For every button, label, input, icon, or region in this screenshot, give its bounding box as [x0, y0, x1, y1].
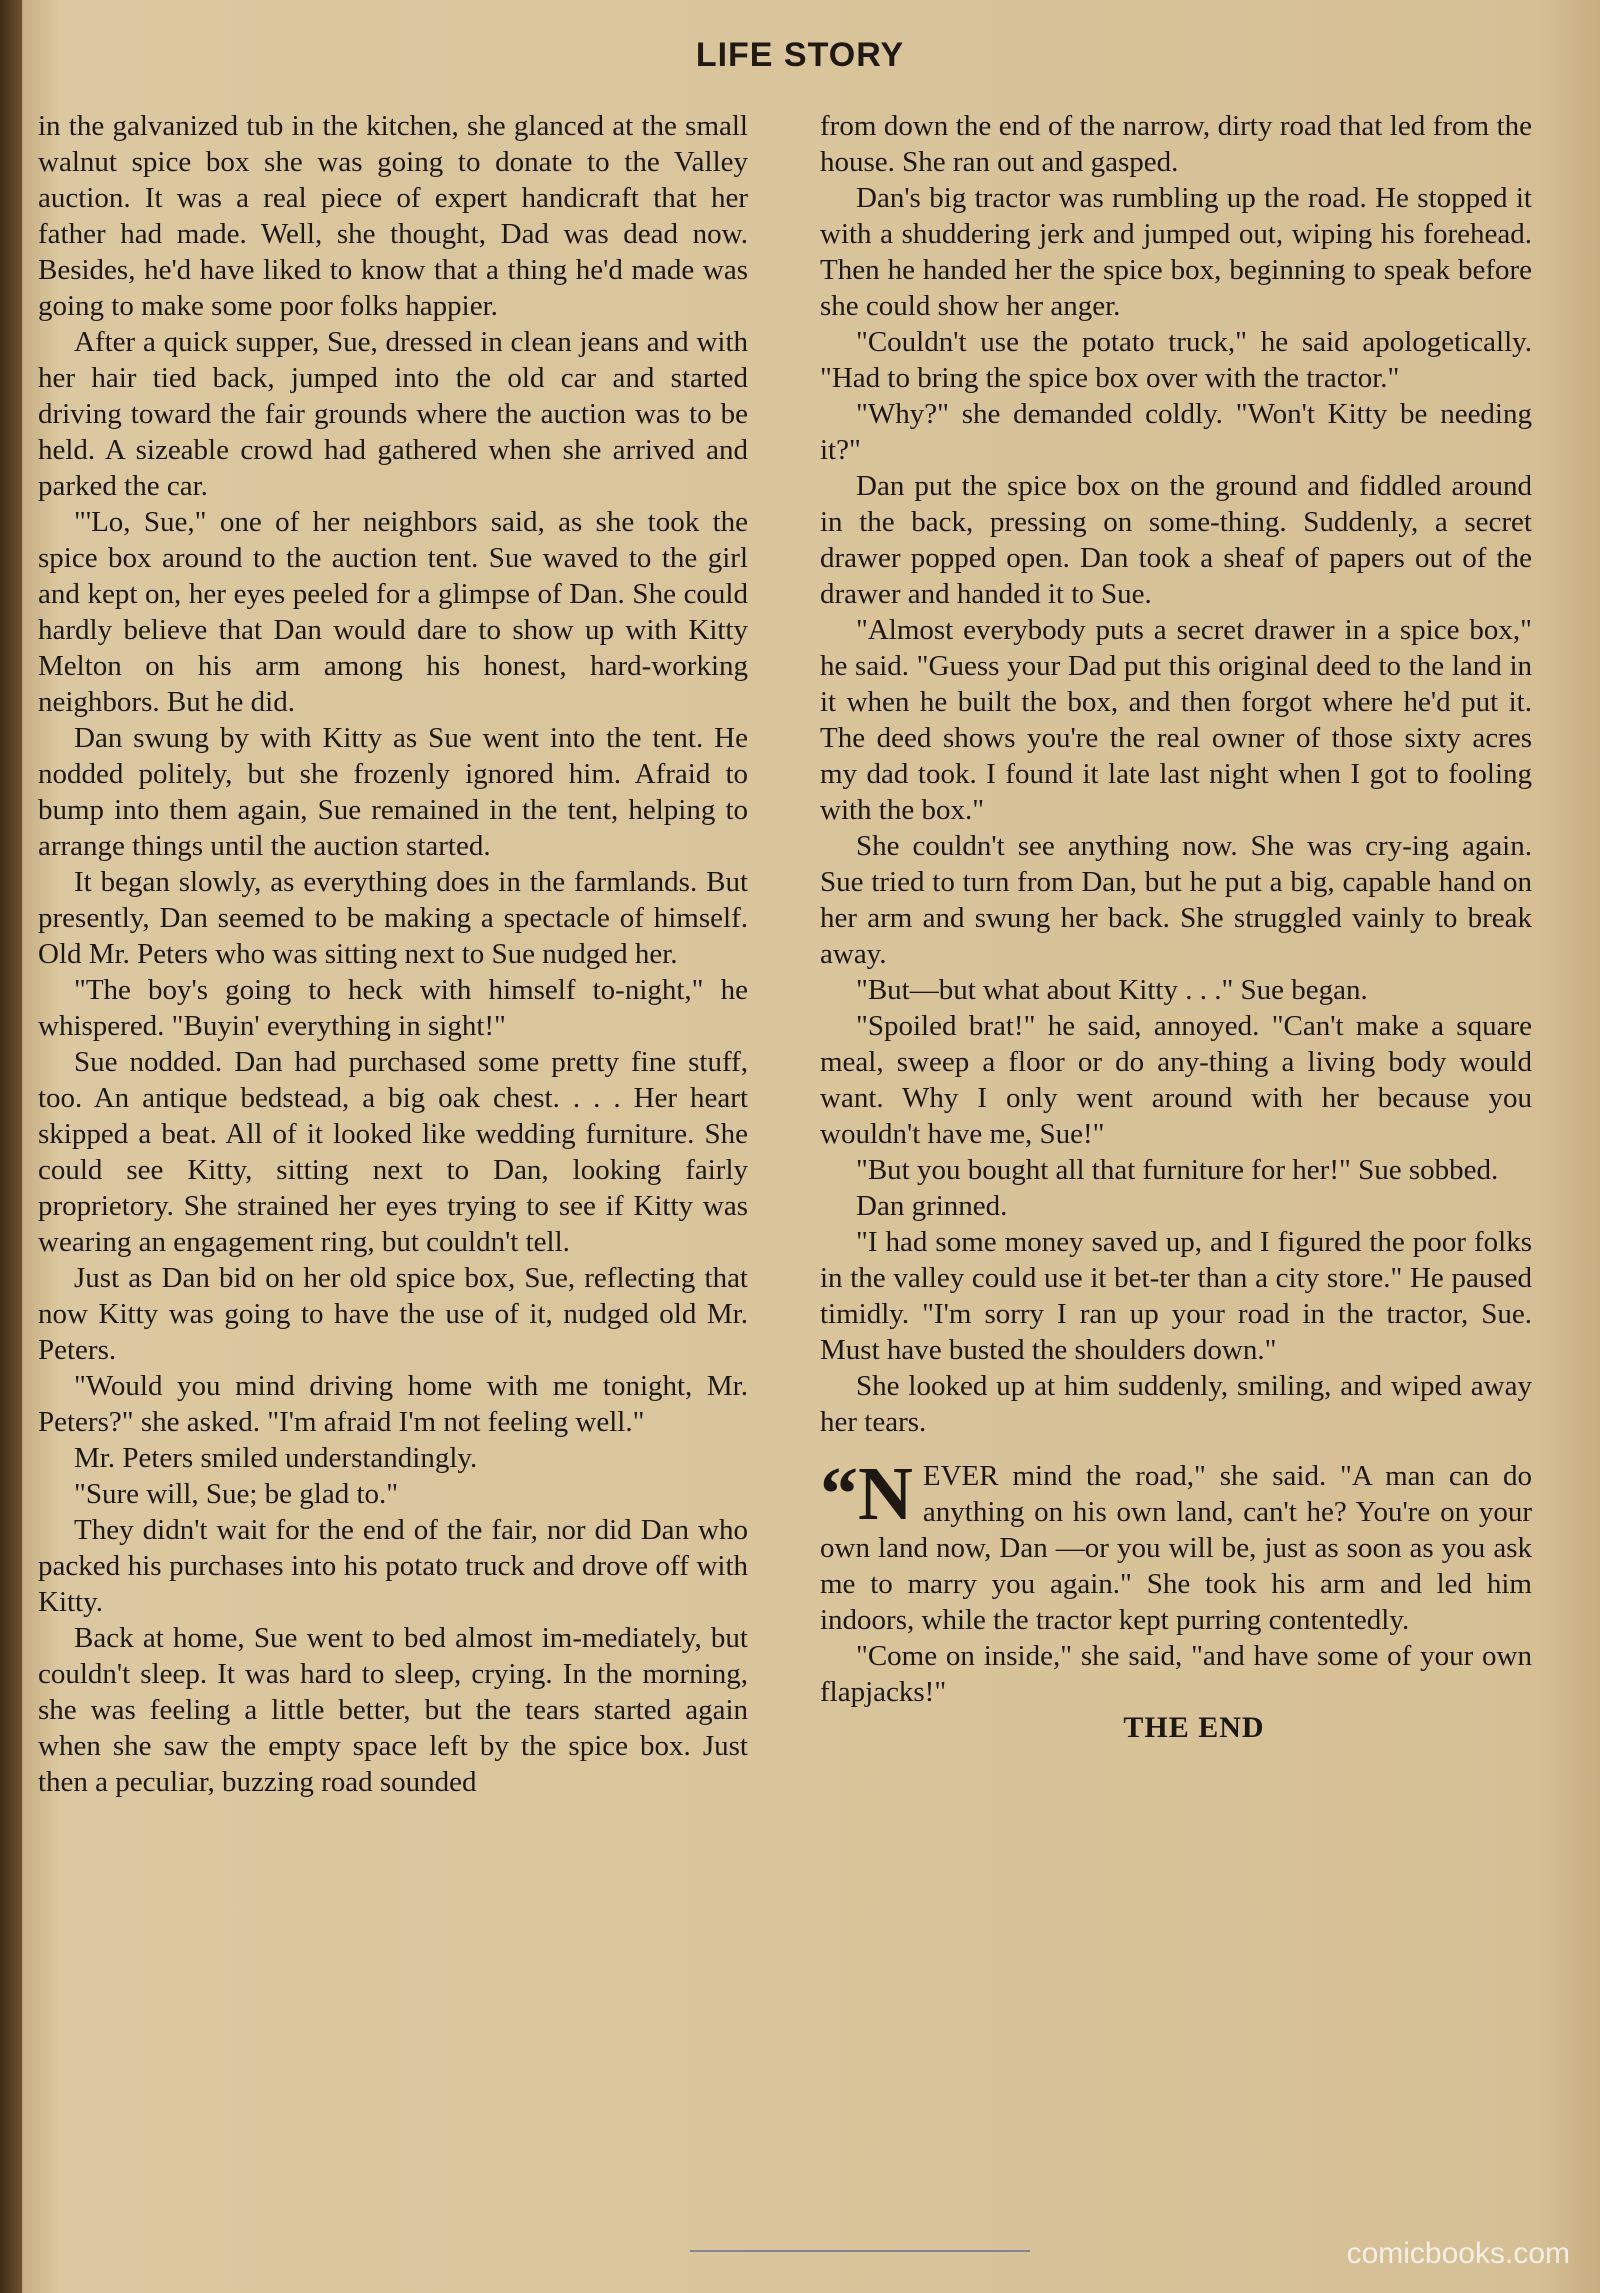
paragraph: from down the end of the narrow, dirty road that led from the house. She ran out and gasped.: [820, 110, 1532, 178]
paragraph: "Would you mind driving home with me tonight, Mr. Peters?" she asked. "I'm afraid I'm not feeling well.": [38, 1370, 748, 1438]
paragraph: "Spoiled brat!" he said, annoyed. "Can't make a square meal, sweep a floor or do any-thing a living body would want. Why I only went around with her because you wouldn't have me, Sue!": [820, 1010, 1532, 1150]
dropcap-text: EVER mind the road," she said. "A man can do anything on his own land, can't he? You're on your own land now, Dan —or you will be, just as soon as you ask me to marry you again." She took his arm and led him indoors, while the tractor kept purring contentedly.: [820, 1460, 1532, 1636]
paragraph: "Sure will, Sue; be glad to.": [74, 1478, 399, 1510]
paragraph: "Why?" she demanded coldly. "Won't Kitty be needing it?": [820, 398, 1532, 466]
paragraph: Dan grinned.: [856, 1190, 1008, 1222]
paragraph: She couldn't see anything now. She was cry-ing again. Sue tried to turn from Dan, but he put a big, capable hand on her arm and swung her back. She struggled vainly to break away.: [820, 830, 1532, 970]
paragraph: Sue nodded. Dan had purchased some pretty fine stuff, too. An antique bedstead, a big oak chest. . . . Her heart skipped a beat. All of it looked like wedding furniture. She could see Kitty, sitting next to Dan, looking fairly proprietory. She strained her eyes trying to see if Kitty was wearing an engagement ring, but couldn't tell.: [38, 1046, 748, 1258]
watermark: comicbooks.com: [1346, 2237, 1570, 2270]
paragraph: "I had some money saved up, and I figured the poor folks in the valley could use it bet-ter than a city store." He paused timidly. "I'm sorry I ran up your road in the tractor, Sue. Must have busted the shoulders down.": [820, 1226, 1532, 1366]
the-end: THE END: [1123, 1711, 1265, 1744]
dropcap-letter: [820, 1452, 913, 1536]
dropcap-quote: “: [820, 1452, 858, 1536]
paragraph: "Couldn't use the potato truck," he said apologetically. "Had to bring the spice box over with the tractor.": [820, 326, 1532, 394]
paragraph: Dan put the spice box on the ground and fiddled around in the back, pressing on some-thing. Suddenly, a secret drawer popped open. Dan took a sheaf of papers out of the drawer and handed it to Sue.: [820, 470, 1532, 610]
paragraph: After a quick supper, Sue, dressed in clean jeans and with her hair tied back, jumped into the old car and started driving toward the fair grounds where the auction was to be held. A sizeable crowd had gathered when she arrived and parked the car.: [38, 326, 748, 502]
paragraph: "Come on inside," she said, "and have some of your own flapjacks!": [820, 1640, 1532, 1708]
paragraph: She looked up at him suddenly, smiling, and wiped away her tears.: [820, 1370, 1532, 1438]
paragraph: Back at home, Sue went to bed almost im-mediately, but couldn't sleep. It was hard to sleep, crying. In the morning, she was feeling a little better, but the tears started again when she saw the empty space left by the spice box. Just then a peculiar, buzzing road sounded: [38, 1622, 748, 1798]
paragraph: Dan's big tractor was rumbling up the road. He stopped it with a shuddering jerk and jumped out, wiping his forehead. Then he handed her the spice box, beginning to speak before she could show her anger.: [820, 182, 1532, 322]
left-column: [38, 108, 748, 1800]
paragraph: Mr. Peters smiled understandingly.: [74, 1442, 478, 1474]
dropcap-initial: N: [858, 1452, 913, 1536]
right-column: [820, 108, 1532, 1746]
page-header: LIFE STORY: [695, 36, 905, 74]
paragraph: They didn't wait for the end of the fair, nor did Dan who packed his purchases into his potato truck and drove off with Kitty.: [38, 1514, 748, 1618]
dropcap-paragraph: [820, 1452, 1532, 1638]
paragraph: "'Lo, Sue," one of her neighbors said, as she took the spice box around to the auction tent. Sue waved to the girl and kept on, her eyes peeled for a glimpse of Dan. She could hardly believe that Dan would dare to show up with Kitty Melton on his arm among his honest, hard-working neighbors. But he did.: [38, 506, 748, 718]
paragraph: Just as Dan bid on her old spice box, Sue, reflecting that now Kitty was going to have the use of it, nudged old Mr. Peters.: [38, 1262, 748, 1366]
paragraph: "But—but what about Kitty . . ." Sue began.: [856, 974, 1368, 1006]
paragraph: "Almost everybody puts a secret drawer in a spice box," he said. "Guess your Dad put this original deed to the land in it when he built the box, and then forgot where he'd put it. The deed shows you're the real owner of those sixty acres my dad took. I found it late last night when I got to fooling with the box.": [820, 614, 1532, 826]
paragraph: "The boy's going to heck with himself to-night," he whispered. "Buyin' everything in sight!": [38, 974, 748, 1042]
page-spine: [0, 0, 22, 2293]
paragraph: It began slowly, as everything does in the farmlands. But presently, Dan seemed to be making a spectacle of himself. Old Mr. Peters who was sitting next to Sue nudged her.: [38, 866, 748, 970]
paragraph: "But you bought all that furniture for her!" Sue sobbed.: [856, 1154, 1499, 1186]
paragraph: Dan swung by with Kitty as Sue went into the tent. He nodded politely, but she frozenly ignored him. Afraid to bump into them again, Sue remained in the tent, helping to arrange things until the auction started.: [38, 722, 748, 862]
bottom-rule: [690, 2250, 1030, 2252]
paragraph: in the galvanized tub in the kitchen, she glanced at the small walnut spice box she was going to donate to the Valley auction. It was a real piece of expert handicraft that her father had made. Well, she thought, Dad was dead now. Besides, he'd have liked to know that a thing he'd made was going to make some poor folks happier.: [38, 110, 748, 322]
